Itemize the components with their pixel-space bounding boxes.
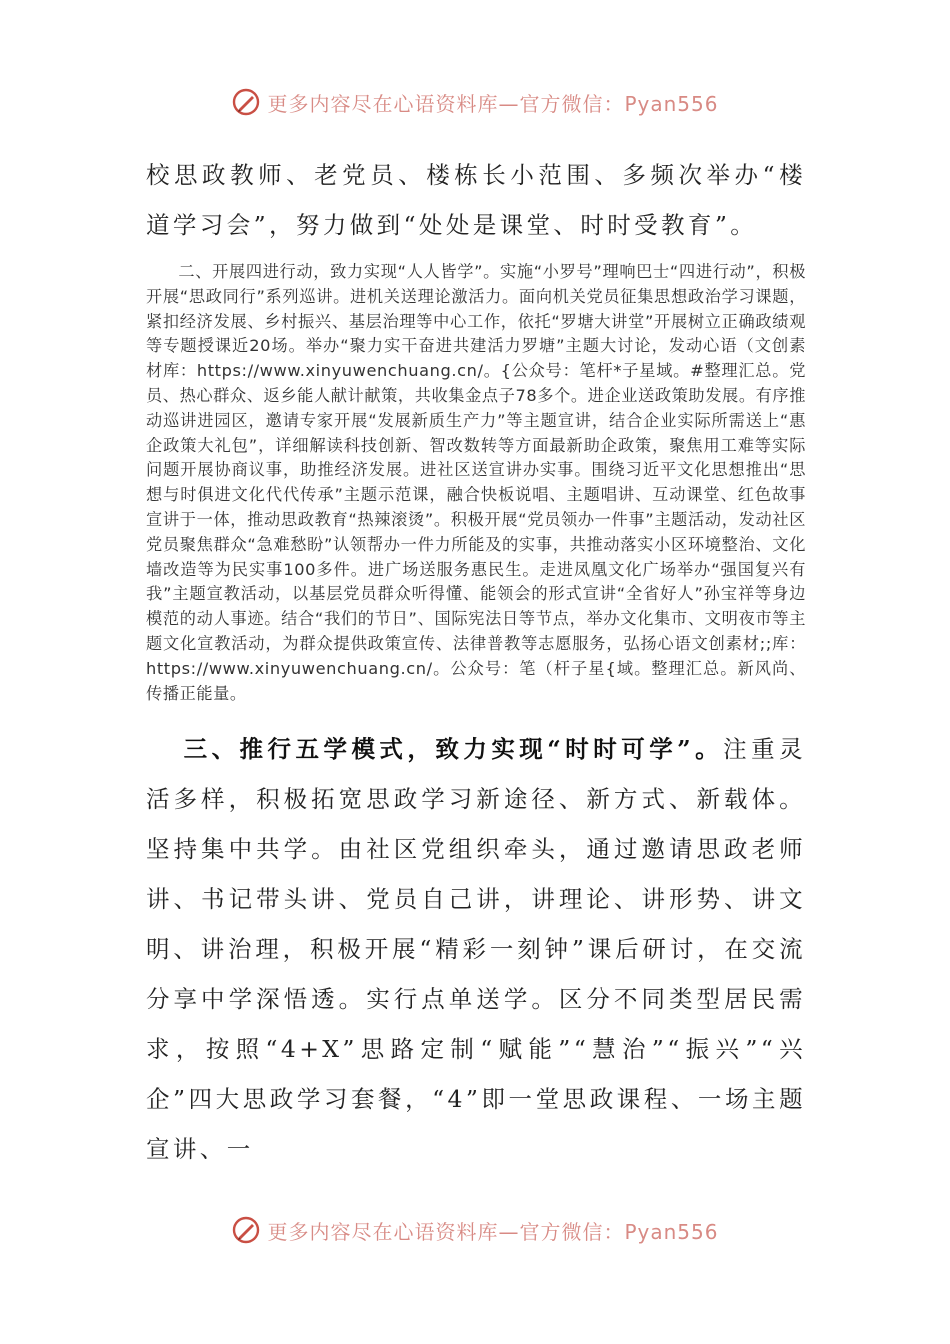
watermark-text: 更多内容尽在心语资料库—官方微信：Pyan556 (267, 91, 719, 116)
document-body (146, 150, 806, 1174)
section-2-paragraph: 二、开展四进行动，致力实现“人人皆学”。实施“小罗号”理响巴士“四进行动”，积极开展“思政同行”系列巡讲。进机关送理论激活力。面向机关党员征集思想政治学习课题，紧扣经济发展、乡村振兴、基层治理等中心工作，依托“罗塘大讲堂”开展树立正确政绩观等专题授课近20场。举办“聚力实干奋进共建活力罗塘”主题大讨论，发动心语（文创素材库：https://www.xinyuwenchuang.cn/。{公众号：笔杆*子星域。#整理汇总。党员、热心群众、返乡能人献计献策，共收集金点子78多个。进企业送政策助发展。有序推动巡讲进园区，邀请专家开展“发展新质生产力”等主题宣讲，结合企业实际所需送上“惠企政策大礼包”，详细解读科技创新、智改数转等方面最新助企政策，聚焦用工难等实际问题开展协商议事，助推经济发展。进社区送宣讲办实事。围绕习近平文化思想推出“思想与时俱进文化代代传承”主题示范课，融合快板说唱、主题唱讲、互动课堂、红色故事宣讲于一体，推动思政教育“热辣滚烫”。积极开展“党员领办一件事”主题活动，发动社区党员聚焦群众“急难愁盼”认领帮办一件力所能及的实事，共推动落实小区环境整治、文化墙改造等为民实事100多件。进广场送服务惠民生。走进凤凰文化广场举办“强国复兴有我”主题宣教活动，以基层党员群众听得懂、能领会的形式宣讲“全省好人”孙宝祥等身边模范的动人事迹。结合“我们的节日”、国际宪法日等节点，举办文化集市、文明夜市等主题文化宣教活动，为群众提供政策宣传、法律普教等志愿服务，弘扬心语文创素材;;库：https://www.xinyuwenchuang.cn/。公众号：笔（杆子星{域。整理汇总。新风尚、传播正能量。 (146, 262, 806, 703)
section-3-heading: 三、推行五学模式，致力实现“时时可学”。 (183, 735, 724, 764)
watermark-banner-bottom (0, 1210, 950, 1250)
continuation-paragraph: 校思政教师、老党员、楼栋长小范围、多频次举办“楼道学习会”，努力做到“处处是课堂、时时受教育”。 (146, 161, 806, 239)
pen-logo-icon (231, 1215, 261, 1245)
section-3-body: 注重灵活多样，积极拓宽思政学习新途径、新方式、新载体。坚持集中共学。由社区党组织牵头，通过邀请思政老师讲、书记带头讲、党员自己讲，讲理论、讲形势、讲文明、讲治理，积极开展“精彩一刻钟”课后研讨，在交流分享中学深悟透。实行点单送学。区分不同类型居民需求，按照“4+X”思路定制“赋能”“慧治”“振兴”“兴企”四大思政学习套餐，“4”即一堂思政课程、一场主题宣讲、一 (146, 735, 806, 1164)
pen-logo-icon (231, 87, 261, 117)
watermark-banner-top (0, 82, 950, 122)
watermark-text: 更多内容尽在心语资料库—官方微信：Pyan556 (267, 1219, 719, 1244)
section-3-paragraph (146, 724, 806, 1174)
